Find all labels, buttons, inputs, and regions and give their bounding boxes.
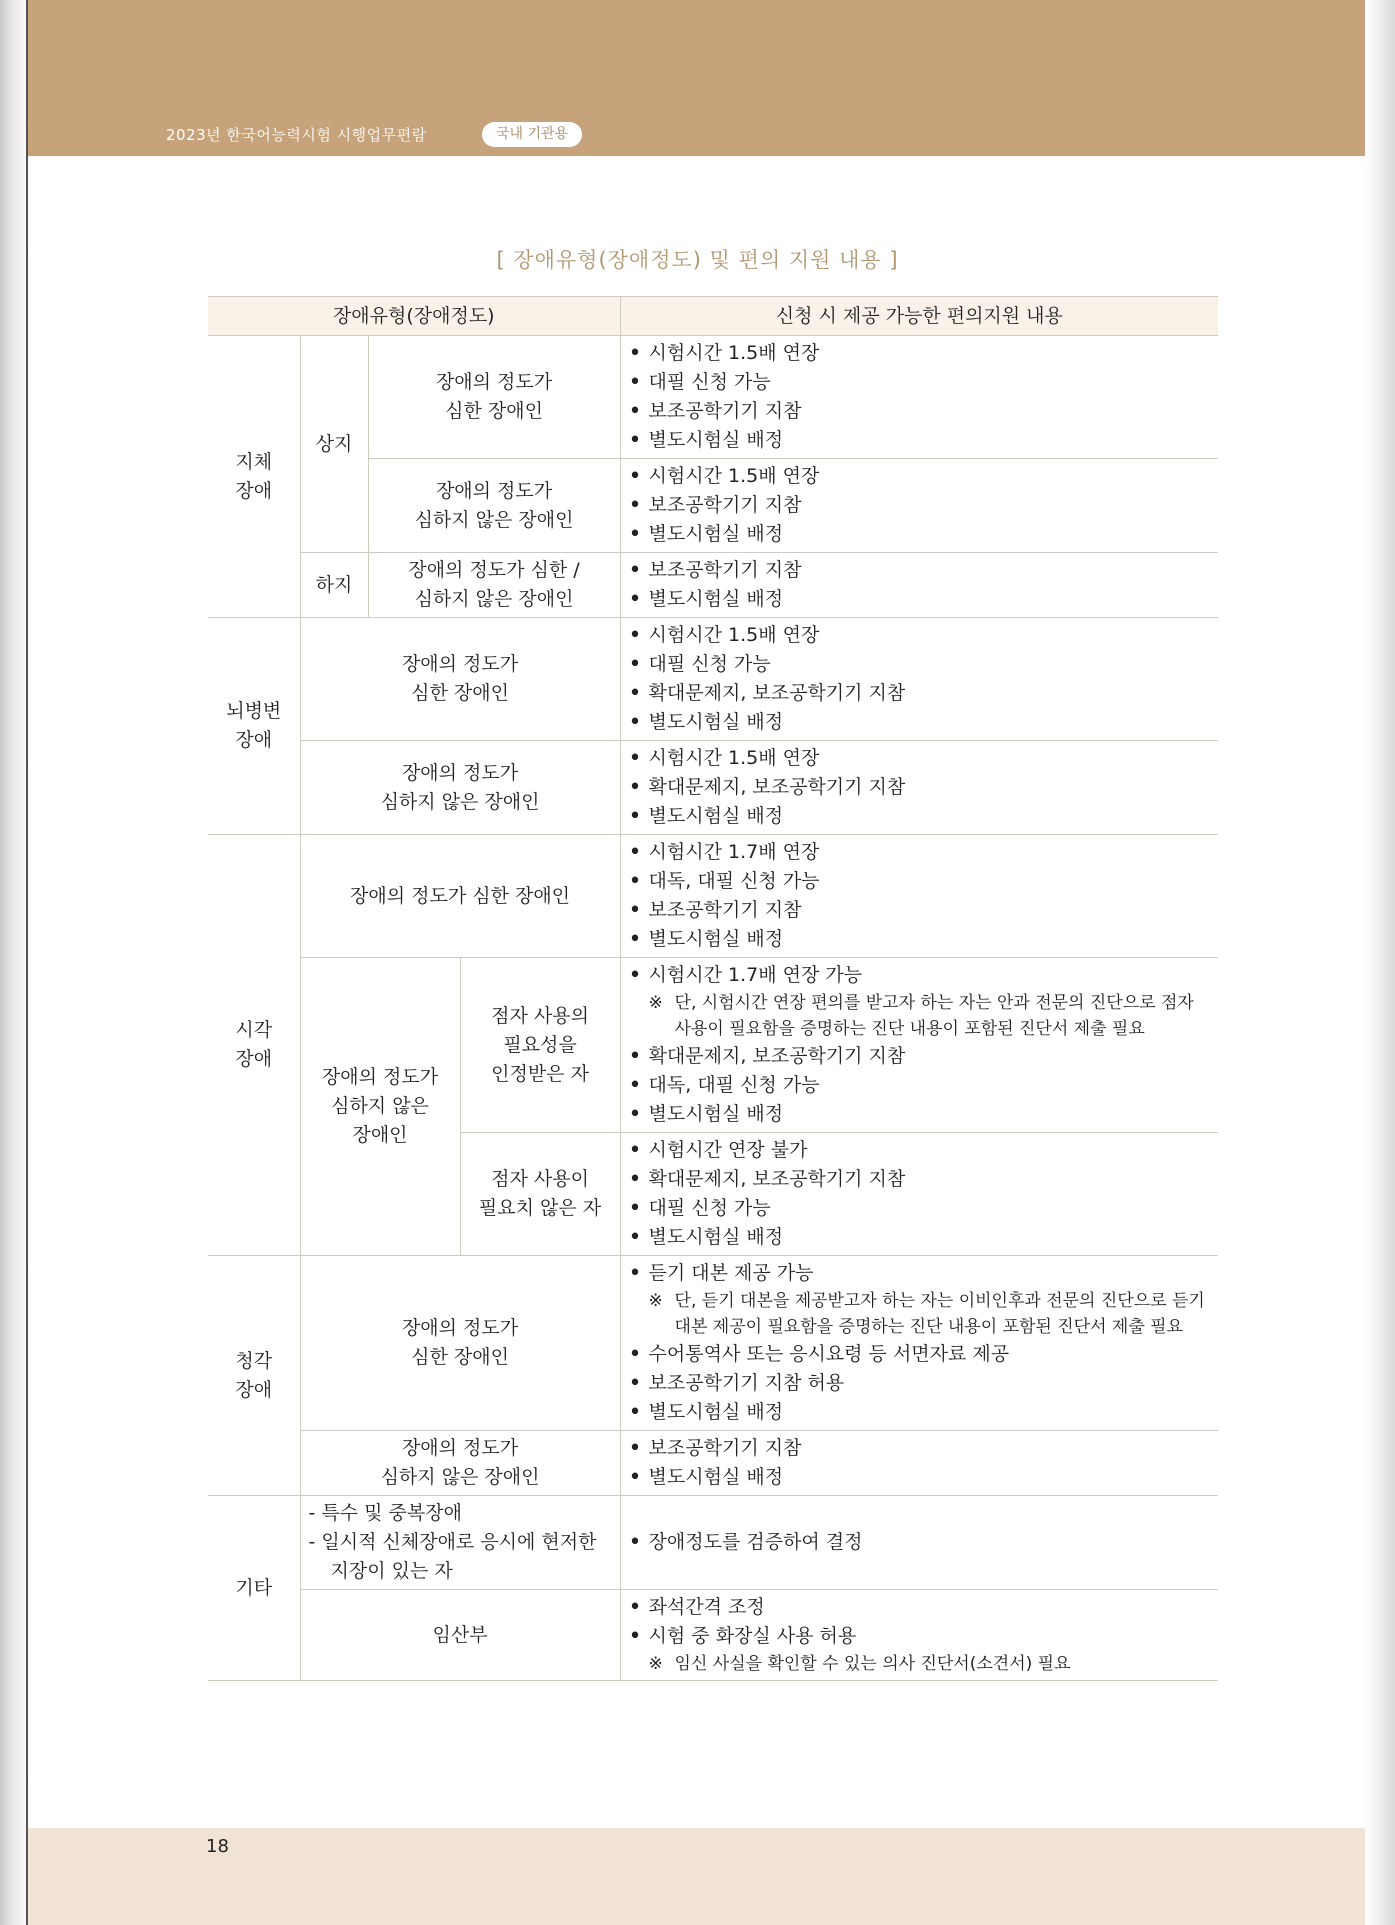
support-item: • 대독, 대필 신청 가능	[629, 867, 1211, 896]
support-cell	[620, 835, 1218, 958]
note-text: 단, 시험시간 연장 편의를 받고자 하는 자는 안과 전문의 진단으로 점자 사용이 필요함을 증명하는 진단 내용이 포함된 진단서 제출 필요	[674, 993, 1194, 1039]
support-item: • 보조공학기기 지참	[629, 397, 1211, 426]
support-item: • 시험시간 연장 불가	[629, 1136, 1211, 1165]
page-edge-line	[26, 0, 28, 1925]
support-item: • 별도시험실 배정	[629, 708, 1211, 737]
support-cell	[620, 1590, 1218, 1681]
support-item: • 보조공학기기 지참	[629, 1434, 1211, 1463]
category-physical: 지체 장애	[208, 336, 300, 618]
dash-item: - 일시적 신체장애로 응시에 현저한 지장이 있는 자	[309, 1528, 612, 1586]
support-list	[629, 838, 1211, 954]
support-item: • 별도시험실 배정	[629, 426, 1211, 455]
support-cell	[620, 958, 1218, 1133]
support-item: • 별도시험실 배정	[629, 1100, 1211, 1129]
support-item: • 대필 신청 가능	[629, 368, 1211, 397]
page-number: 18	[206, 1836, 229, 1857]
support-item: • 시험시간 1.5배 연장	[629, 621, 1211, 650]
support-cell	[620, 459, 1218, 553]
column-header-type: 장애유형(장애정도)	[208, 297, 620, 336]
support-item: • 시험시간 1.7배 연장	[629, 838, 1211, 867]
table-row	[208, 958, 1218, 1133]
support-item: • 시험 중 화장실 사용 허용	[629, 1622, 1211, 1651]
support-item: • 확대문제지, 보조공학기기 지참	[629, 1042, 1211, 1071]
support-item: • 별도시험실 배정	[629, 802, 1211, 831]
category-visual: 시각 장애	[208, 835, 300, 1256]
support-item: • 별도시험실 배정	[629, 1223, 1211, 1252]
support-item: • 장애정도를 검증하여 결정	[629, 1528, 1211, 1557]
level-upper-mild: 장애의 정도가 심하지 않은 장애인	[368, 459, 620, 553]
support-item: • 보조공학기기 지참	[629, 896, 1211, 925]
support-item: • 시험시간 1.7배 연장 가능	[629, 961, 1211, 990]
support-list	[629, 961, 1211, 990]
support-note	[629, 1288, 1211, 1340]
accommodation-table	[208, 296, 1218, 1681]
column-header-support: 신청 시 제공 가능한 편의지원 내용	[620, 297, 1218, 336]
support-list	[629, 1434, 1211, 1492]
support-item: • 확대문제지, 보조공학기기 지참	[629, 679, 1211, 708]
support-item: • 별도시험실 배정	[629, 1463, 1211, 1492]
support-item: • 대필 신청 가능	[629, 650, 1211, 679]
table-row	[208, 553, 1218, 618]
note-mark: ※	[648, 1291, 663, 1311]
page-edge-right	[1365, 0, 1395, 1925]
support-list	[629, 462, 1211, 549]
visual-braille-not-needed: 점자 사용이 필요치 않은 자	[460, 1133, 620, 1256]
support-list	[629, 1593, 1211, 1651]
visual-braille-needed: 점자 사용의 필요성을 인정받은 자	[460, 958, 620, 1133]
support-item: • 확대문제지, 보조공학기기 지참	[629, 773, 1211, 802]
support-cell	[620, 1256, 1218, 1431]
table-row	[208, 835, 1218, 958]
support-list	[629, 556, 1211, 614]
note-text: 단, 듣기 대본을 제공받고자 하는 자는 이비인후과 전문의 진단으로 듣기 대본 제공이 필요함을 증명하는 진단 내용이 포함된 진단서 제출 필요	[674, 1291, 1205, 1337]
support-cell	[620, 553, 1218, 618]
support-cell	[620, 1133, 1218, 1256]
level-hearing-mild: 장애의 정도가 심하지 않은 장애인	[300, 1431, 620, 1496]
support-note	[629, 1651, 1211, 1677]
level-visual-severe: 장애의 정도가 심한 장애인	[300, 835, 620, 958]
header-badge: 국내 기관용	[482, 122, 582, 147]
table-row	[208, 741, 1218, 835]
note-mark: ※	[648, 993, 663, 1013]
support-item: • 듣기 대본 제공 가능	[629, 1259, 1211, 1288]
support-item: • 보조공학기기 지참	[629, 556, 1211, 585]
level-brain-mild: 장애의 정도가 심하지 않은 장애인	[300, 741, 620, 835]
level-upper-severe: 장애의 정도가 심한 장애인	[368, 336, 620, 459]
support-cell	[620, 741, 1218, 835]
table-row	[208, 336, 1218, 459]
support-cell	[620, 1431, 1218, 1496]
note-text: 임신 사실을 확인할 수 있는 의사 진단서(소견서) 필요	[674, 1654, 1071, 1674]
other-special-list	[309, 1499, 612, 1586]
support-list	[629, 1259, 1211, 1288]
support-item: • 보조공학기기 지참	[629, 491, 1211, 520]
level-lower-all: 장애의 정도가 심한 / 심하지 않은 장애인	[368, 553, 620, 618]
table-row	[208, 1431, 1218, 1496]
table-row	[208, 618, 1218, 741]
support-item: • 별도시험실 배정	[629, 1398, 1211, 1427]
subcategory-upper: 상지	[300, 336, 368, 553]
support-item: • 대독, 대필 신청 가능	[629, 1071, 1211, 1100]
support-item: • 별도시험실 배정	[629, 585, 1211, 614]
subcategory-lower: 하지	[300, 553, 368, 618]
support-item: • 시험시간 1.5배 연장	[629, 744, 1211, 773]
support-item: • 수어통역사 또는 응시요령 등 서면자료 제공	[629, 1340, 1211, 1369]
table-row	[208, 1496, 1218, 1590]
support-item: • 대필 신청 가능	[629, 1194, 1211, 1223]
level-visual-mild: 장애의 정도가 심하지 않은 장애인	[300, 958, 460, 1256]
note-mark: ※	[648, 1654, 663, 1674]
support-item: • 별도시험실 배정	[629, 925, 1211, 954]
support-note	[629, 990, 1211, 1042]
support-cell	[620, 336, 1218, 459]
support-list	[629, 1340, 1211, 1427]
table-header-row	[208, 297, 1218, 336]
level-brain-severe: 장애의 정도가 심한 장애인	[300, 618, 620, 741]
support-item: • 좌석간격 조정	[629, 1593, 1211, 1622]
table-title: [ 장애유형(장애정도) 및 편의 지원 내용 ]	[496, 248, 899, 272]
dash-item: - 특수 및 중복장애	[309, 1499, 612, 1528]
support-item: • 보조공학기기 지참 허용	[629, 1369, 1211, 1398]
support-cell	[620, 618, 1218, 741]
support-list	[629, 1042, 1211, 1129]
support-item: • 시험시간 1.5배 연장	[629, 339, 1211, 368]
header-title: 2023년 한국어능력시험 시행업무편람	[166, 126, 427, 144]
table-row	[208, 1256, 1218, 1431]
category-brain: 뇌병변 장애	[208, 618, 300, 835]
support-item: • 별도시험실 배정	[629, 520, 1211, 549]
level-hearing-severe: 장애의 정도가 심한 장애인	[300, 1256, 620, 1431]
support-list	[629, 744, 1211, 831]
support-list	[629, 1528, 1211, 1557]
support-list	[629, 1136, 1211, 1252]
support-cell	[620, 1496, 1218, 1590]
other-special-cell	[300, 1496, 620, 1590]
table-row	[208, 1590, 1218, 1681]
category-other: 기타	[208, 1496, 300, 1681]
category-hearing: 청각 장애	[208, 1256, 300, 1496]
support-list	[629, 621, 1211, 737]
other-pregnant: 임산부	[300, 1590, 620, 1681]
support-item: • 확대문제지, 보조공학기기 지참	[629, 1165, 1211, 1194]
support-list	[629, 339, 1211, 455]
support-item: • 시험시간 1.5배 연장	[629, 462, 1211, 491]
